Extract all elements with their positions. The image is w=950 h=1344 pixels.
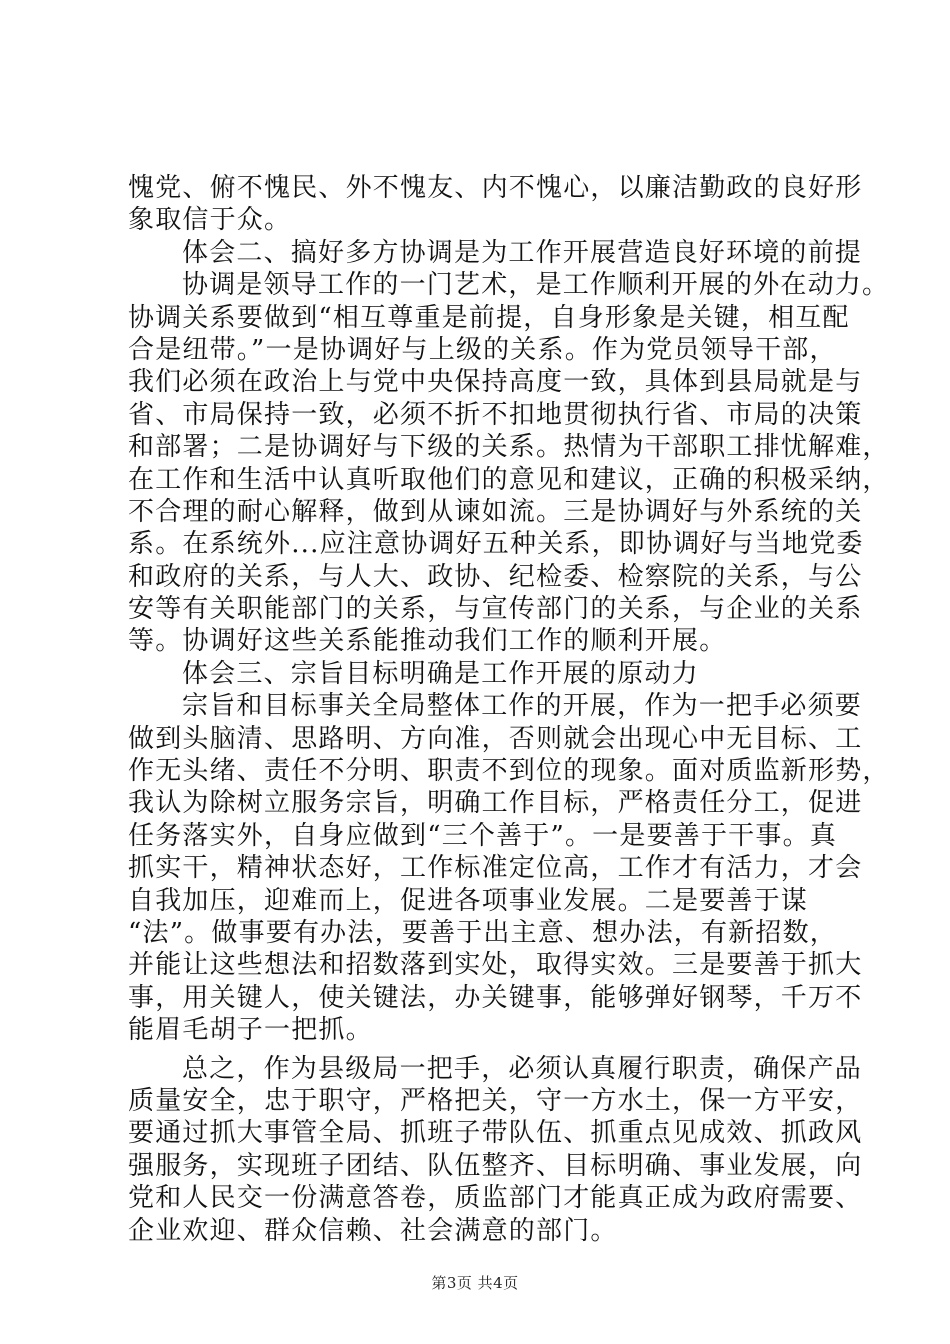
text-line: 做到头脑清、思路明、方向准，否则就会出现心中无目标、工 — [128, 723, 863, 754]
text-line: 合是纽带。”一是协调好与上级的关系。作为党员领导干部， — [128, 334, 837, 365]
text-line: 任务落实外，自身应做到“三个善于”。一是要善于干事。真 — [128, 820, 837, 851]
text-line: 和部署；二是协调好与下级的关系。热情为干部职工排忧解难， — [128, 432, 890, 463]
body-text — [128, 172, 890, 1247]
text-line: 愧党、俯不愧民、外不愧友、内不愧心，以廉洁勤政的良好形 — [128, 173, 863, 203]
text-line: 象取信于众。 — [128, 205, 292, 236]
text-line: 能眉毛胡子一把抓。 — [128, 1015, 373, 1046]
text-line: “法”。做事要有办法，要善于出主意、想办法，有新招数， — [128, 917, 837, 948]
text-line: 我们必须在政治上与党中央保持高度一致，具体到县局就是与 — [128, 367, 863, 398]
text-line: 作无头绪、责任不分明、职责不到位的现象。面对质监新形势， — [128, 756, 890, 787]
text-line: 事，用关键人，使关键法，办关键事，能够弹好钢琴，千万不 — [128, 982, 863, 1013]
text-line: 不合理的耐心解释，做到从谏如流。三是协调好与外系统的关 — [128, 496, 863, 527]
text-line: 等。协调好这些关系能推动我们工作的顺利开展。 — [128, 626, 727, 657]
text-line: 总之，作为县级局一把手，必须认真履行职责，确保产品 — [182, 1053, 863, 1084]
text-line: 系。在系统外...应注意协调好五种关系，即协调好与当地党委 — [128, 529, 864, 560]
text-line: 在工作和生活中认真听取他们的意见和建议，正确的积极采纳， — [128, 464, 890, 495]
text-line: 我认为除树立服务宗旨，明确工作目标，严格责任分工，促进 — [128, 788, 863, 819]
text-line: 党和人民交一份满意答卷，质监部门才能真正成为政府需要、 — [128, 1183, 863, 1214]
text-line: 要通过抓大事管全局、抓班子带队伍、抓重点见成效、抓政风 — [128, 1118, 863, 1149]
text-line: 安等有关职能部门的关系，与宣传部门的关系，与企业的关系 — [128, 594, 863, 625]
text-line: 协调关系要做到“相互尊重是前提，自身形象是关键，相互配 — [128, 302, 850, 333]
section-heading: 体会三、宗旨目标明确是工作开展的原动力 — [182, 658, 699, 689]
text-line: 并能让这些想法和招数落到实处，取得实效。三是要善于抓大 — [128, 950, 863, 981]
section-heading: 体会二、搞好多方协调是为工作开展营造良好环境的前提 — [182, 237, 863, 268]
text-line: 自我加压，迎难而上，促进各项事业发展。二是要善于谋 — [128, 885, 809, 916]
text-line: 企业欢迎、群众信赖、社会满意的部门。 — [128, 1215, 618, 1246]
text-line: 协调是领导工作的一门艺术，是工作顺利开展的外在动力。 — [182, 270, 890, 301]
text-line: 和政府的关系，与人大、政协、纪检委、检察院的关系，与公 — [128, 561, 863, 592]
text-line: 抓实干，精神状态好，工作标准定位高，工作才有活力，才会 — [128, 853, 863, 884]
text-line: 宗旨和目标事关全局整体工作的开展，作为一把手必须要 — [182, 691, 863, 722]
text-line: 质量安全，忠于职守，严格把关，守一方水土，保一方平安， — [128, 1085, 863, 1116]
text-line: 省、市局保持一致，必须不折不扣地贯彻执行省、市局的决策 — [128, 399, 863, 430]
text-line: 强服务，实现班子团结、队伍整齐、目标明确、事业发展，向 — [128, 1150, 863, 1181]
page-footer: 第3页 共4页 — [431, 1274, 519, 1292]
